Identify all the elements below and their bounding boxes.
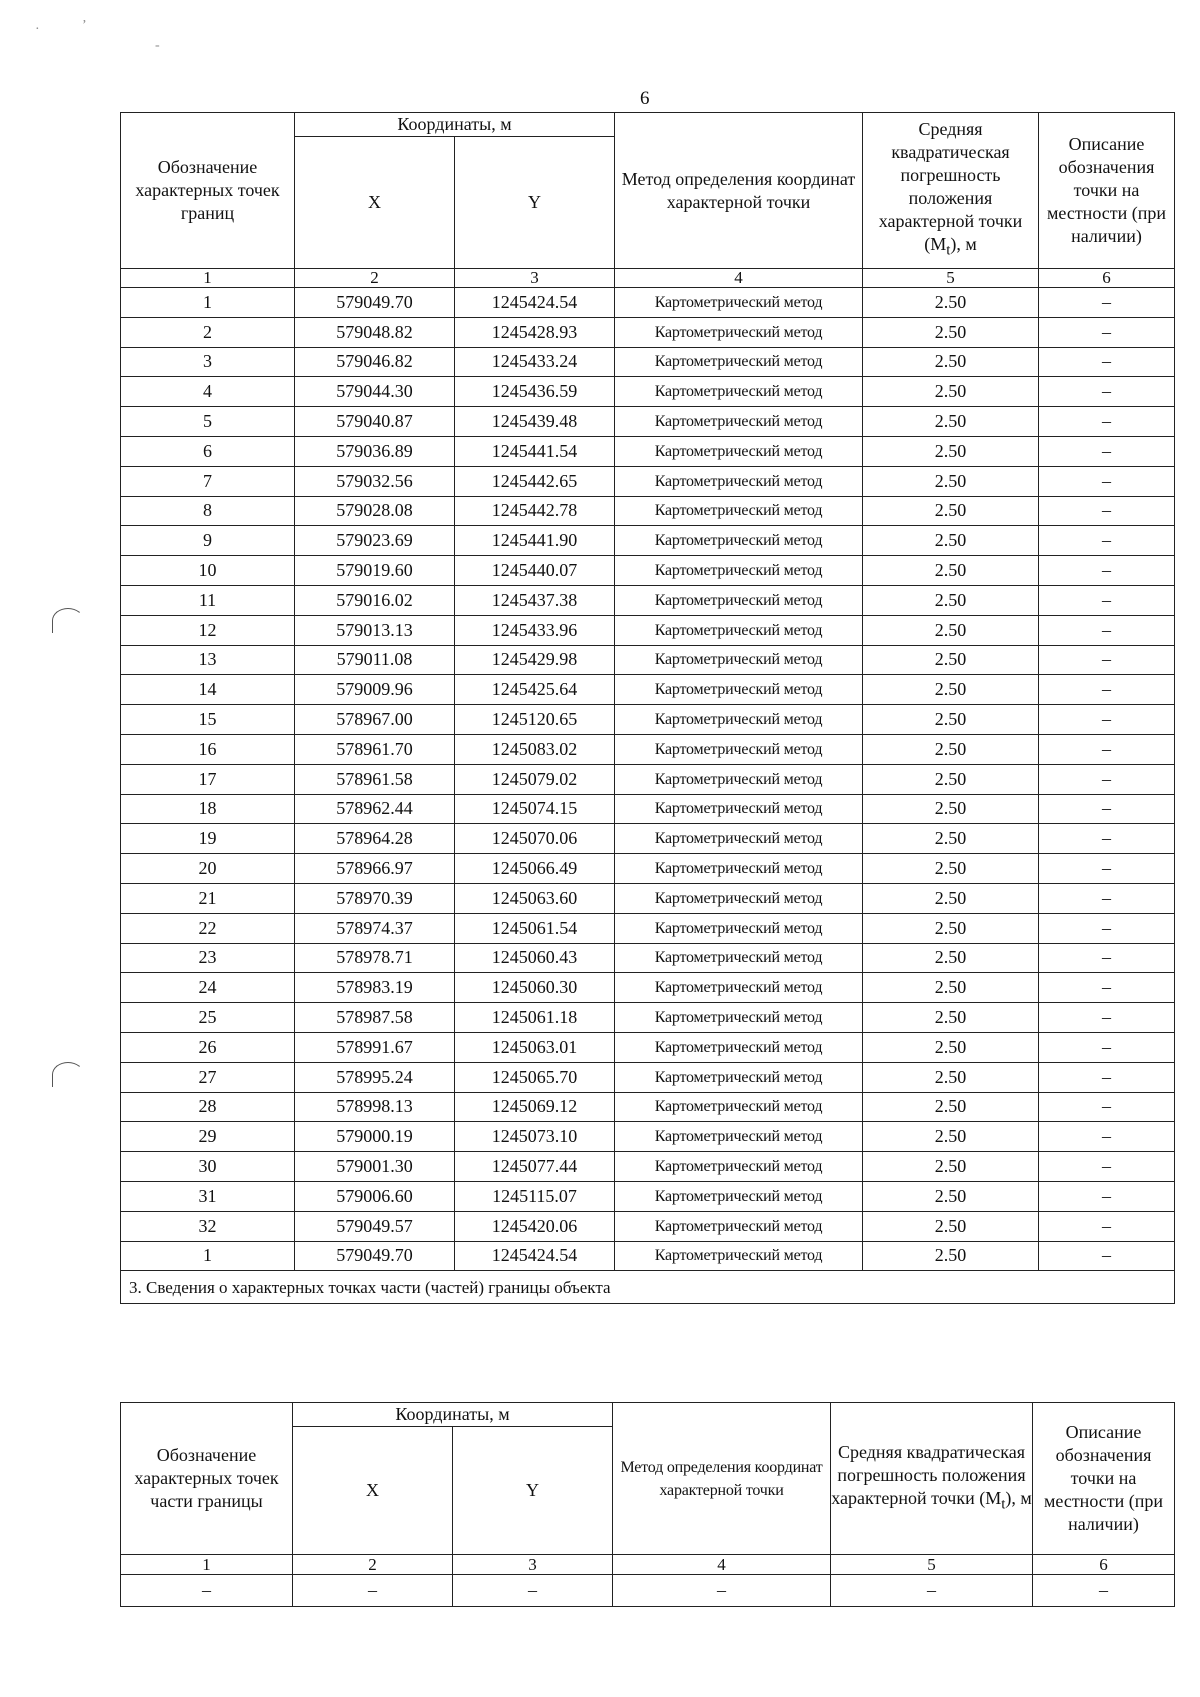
description-cell: – <box>1039 496 1175 526</box>
point-number-cell: 1 <box>121 1241 295 1271</box>
header-point: Обозначение характерных точек границ <box>121 113 295 269</box>
table-row <box>121 526 1175 556</box>
point-number-cell: 11 <box>121 585 295 615</box>
point-number-cell: 3 <box>121 347 295 377</box>
y-coordinate-cell: 1245441.90 <box>455 526 615 556</box>
table-row <box>121 1032 1175 1062</box>
table-row <box>121 943 1175 973</box>
x-coordinate-cell: 579036.89 <box>295 436 455 466</box>
y-coordinate-cell: 1245440.07 <box>455 556 615 586</box>
method-cell: Картометрический метод <box>615 347 863 377</box>
table-row <box>121 317 1175 347</box>
method-cell: Картометрический метод <box>615 1092 863 1122</box>
error-cell: 2.50 <box>863 1181 1039 1211</box>
x-coordinate-cell: 578991.67 <box>295 1032 455 1062</box>
x-coordinate-cell: 579028.08 <box>295 496 455 526</box>
x-coordinate-cell: 578966.97 <box>295 854 455 884</box>
error-cell: 2.50 <box>863 883 1039 913</box>
table-row <box>121 794 1175 824</box>
point-number-cell: 30 <box>121 1152 295 1182</box>
table-row <box>121 1122 1175 1152</box>
error-cell: 2.50 <box>863 556 1039 586</box>
point-number-cell: 7 <box>121 466 295 496</box>
point-number-cell: 12 <box>121 615 295 645</box>
point-number-cell: 31 <box>121 1181 295 1211</box>
method-cell: Картометрический метод <box>615 764 863 794</box>
table-row <box>121 496 1175 526</box>
table-row <box>121 347 1175 377</box>
y-coordinate-cell: 1245439.48 <box>455 407 615 437</box>
description-cell: – <box>1039 347 1175 377</box>
part-empty-cell: – <box>453 1575 613 1607</box>
part-header-y: Y <box>453 1427 613 1555</box>
table-row <box>121 854 1175 884</box>
point-number-cell: 8 <box>121 496 295 526</box>
description-cell: – <box>1039 824 1175 854</box>
x-coordinate-cell: 578961.70 <box>295 734 455 764</box>
table-row <box>121 764 1175 794</box>
description-cell: – <box>1039 794 1175 824</box>
table-row <box>121 1062 1175 1092</box>
description-cell: – <box>1039 913 1175 943</box>
table-row <box>121 436 1175 466</box>
method-cell: Картометрический метод <box>615 615 863 645</box>
point-number-cell: 1 <box>121 288 295 318</box>
description-cell: – <box>1039 1211 1175 1241</box>
part-header-point: Обозначение характерных точек части границы <box>121 1403 293 1555</box>
description-cell: – <box>1039 1003 1175 1033</box>
point-number-cell: 9 <box>121 526 295 556</box>
y-coordinate-cell: 1245060.43 <box>455 943 615 973</box>
method-cell: Картометрический метод <box>615 824 863 854</box>
x-coordinate-cell: 579006.60 <box>295 1181 455 1211</box>
header-description: Описание обозначения точки на местности (при наличии) <box>1039 113 1175 269</box>
y-coordinate-cell: 1245441.54 <box>455 436 615 466</box>
point-number-cell: 14 <box>121 675 295 705</box>
x-coordinate-cell: 579049.57 <box>295 1211 455 1241</box>
description-cell: – <box>1039 1032 1175 1062</box>
header-error: Средняя квадратическая погрешность положения характерной точки $(M_t)$, м <box>863 113 1039 269</box>
point-number-cell: 6 <box>121 436 295 466</box>
y-coordinate-cell: 1245060.30 <box>455 973 615 1003</box>
description-cell: – <box>1039 1092 1175 1122</box>
y-coordinate-cell: 1245428.93 <box>455 317 615 347</box>
description-cell: – <box>1039 734 1175 764</box>
description-cell: – <box>1039 1181 1175 1211</box>
method-cell: Картометрический метод <box>615 1032 863 1062</box>
point-number-cell: 28 <box>121 1092 295 1122</box>
method-cell: Картометрический метод <box>615 734 863 764</box>
error-cell: 2.50 <box>863 436 1039 466</box>
y-coordinate-cell: 1245061.54 <box>455 913 615 943</box>
method-cell: Картометрический метод <box>615 556 863 586</box>
error-cell: 2.50 <box>863 943 1039 973</box>
x-coordinate-cell: 578978.71 <box>295 943 455 973</box>
table-row <box>121 734 1175 764</box>
method-cell: Картометрический метод <box>615 496 863 526</box>
method-cell: Картометрический метод <box>615 288 863 318</box>
part-column-index-cell: 2 <box>293 1555 453 1575</box>
point-number-cell: 4 <box>121 377 295 407</box>
part-empty-cell: – <box>293 1575 453 1607</box>
method-cell: Картометрический метод <box>615 794 863 824</box>
y-coordinate-cell: 1245120.65 <box>455 705 615 735</box>
error-cell: 2.50 <box>863 615 1039 645</box>
method-cell: Картометрический метод <box>615 407 863 437</box>
description-cell: – <box>1039 615 1175 645</box>
y-coordinate-cell: 1245429.98 <box>455 645 615 675</box>
description-cell: – <box>1039 585 1175 615</box>
y-coordinate-cell: 1245433.96 <box>455 615 615 645</box>
part-empty-cell: – <box>613 1575 831 1607</box>
y-coordinate-cell: 1245070.06 <box>455 824 615 854</box>
error-cell: 2.50 <box>863 288 1039 318</box>
description-cell: – <box>1039 317 1175 347</box>
error-cell: 2.50 <box>863 913 1039 943</box>
coordinates-table <box>120 112 1175 1304</box>
column-index-cell: 4 <box>615 269 863 288</box>
part-header-error: Средняя квадратическая погрешность положения характерной точки $(M_t)$, м <box>831 1403 1033 1555</box>
description-cell: – <box>1039 764 1175 794</box>
description-cell: – <box>1039 288 1175 318</box>
section-title: 3. Сведения о характерных точках части (частей) границы объекта <box>121 1271 1175 1304</box>
part-header-coordinates: Координаты, м <box>293 1403 613 1427</box>
error-cell: 2.50 <box>863 407 1039 437</box>
y-coordinate-cell: 1245437.38 <box>455 585 615 615</box>
y-coordinate-cell: 1245063.60 <box>455 883 615 913</box>
y-coordinate-cell: 1245433.24 <box>455 347 615 377</box>
table-row <box>121 585 1175 615</box>
y-coordinate-cell: 1245061.18 <box>455 1003 615 1033</box>
error-cell: 2.50 <box>863 377 1039 407</box>
error-cell: 2.50 <box>863 824 1039 854</box>
y-coordinate-cell: 1245083.02 <box>455 734 615 764</box>
column-index-cell: 3 <box>455 269 615 288</box>
x-coordinate-cell: 579049.70 <box>295 288 455 318</box>
x-coordinate-cell: 579048.82 <box>295 317 455 347</box>
point-number-cell: 32 <box>121 1211 295 1241</box>
method-cell: Картометрический метод <box>615 1122 863 1152</box>
part-column-index-cell: 1 <box>121 1555 293 1575</box>
table-row <box>121 913 1175 943</box>
error-cell: 2.50 <box>863 317 1039 347</box>
error-cell: 2.50 <box>863 675 1039 705</box>
column-index-row <box>121 269 1175 288</box>
x-coordinate-cell: 579000.19 <box>295 1122 455 1152</box>
error-cell: 2.50 <box>863 734 1039 764</box>
method-cell: Картометрический метод <box>615 854 863 884</box>
table-row <box>121 556 1175 586</box>
error-cell: 2.50 <box>863 1003 1039 1033</box>
table-row <box>121 1241 1175 1271</box>
y-coordinate-cell: 1245065.70 <box>455 1062 615 1092</box>
x-coordinate-cell: 579016.02 <box>295 585 455 615</box>
y-coordinate-cell: 1245442.78 <box>455 496 615 526</box>
error-cell: 2.50 <box>863 1032 1039 1062</box>
scan-speck: - <box>155 38 160 53</box>
description-cell: – <box>1039 377 1175 407</box>
x-coordinate-cell: 579032.56 <box>295 466 455 496</box>
x-coordinate-cell: 579049.70 <box>295 1241 455 1271</box>
y-coordinate-cell: 1245069.12 <box>455 1092 615 1122</box>
part-header-x: X <box>293 1427 453 1555</box>
description-cell: – <box>1039 1241 1175 1271</box>
page-number: 6 <box>640 88 650 109</box>
description-cell: – <box>1039 407 1175 437</box>
x-coordinate-cell: 578998.13 <box>295 1092 455 1122</box>
point-number-cell: 20 <box>121 854 295 884</box>
table-row <box>121 288 1175 318</box>
x-coordinate-cell: 578962.44 <box>295 794 455 824</box>
y-coordinate-cell: 1245074.15 <box>455 794 615 824</box>
x-coordinate-cell: 578967.00 <box>295 705 455 735</box>
part-column-index-cell: 3 <box>453 1555 613 1575</box>
y-coordinate-cell: 1245436.59 <box>455 377 615 407</box>
description-cell: – <box>1039 466 1175 496</box>
part-column-index-cell: 4 <box>613 1555 831 1575</box>
method-cell: Картометрический метод <box>615 317 863 347</box>
point-number-cell: 25 <box>121 1003 295 1033</box>
table-row <box>121 1152 1175 1182</box>
error-cell: 2.50 <box>863 854 1039 884</box>
table-row <box>121 377 1175 407</box>
description-cell: – <box>1039 556 1175 586</box>
method-cell: Картометрический метод <box>615 1211 863 1241</box>
table-row <box>121 407 1175 437</box>
y-coordinate-cell: 1245063.01 <box>455 1032 615 1062</box>
y-coordinate-cell: 1245424.54 <box>455 288 615 318</box>
method-cell: Картометрический метод <box>615 466 863 496</box>
part-column-index-cell: 6 <box>1033 1555 1175 1575</box>
error-cell: 2.50 <box>863 973 1039 1003</box>
method-cell: Картометрический метод <box>615 883 863 913</box>
error-cell: 2.50 <box>863 496 1039 526</box>
scan-speck: · <box>35 22 40 37</box>
description-cell: – <box>1039 675 1175 705</box>
error-cell: 2.50 <box>863 466 1039 496</box>
part-empty-cell: – <box>1033 1575 1175 1607</box>
y-coordinate-cell: 1245066.49 <box>455 854 615 884</box>
part-header-description: Описание обозначения точки на местности (при наличии) <box>1033 1403 1175 1555</box>
header-coordinates: Координаты, м <box>295 113 615 137</box>
error-cell: 2.50 <box>863 794 1039 824</box>
point-number-cell: 21 <box>121 883 295 913</box>
header-method: Метод определения координат характерной точки <box>615 113 863 269</box>
point-number-cell: 16 <box>121 734 295 764</box>
method-cell: Картометрический метод <box>615 1181 863 1211</box>
table-row <box>121 1092 1175 1122</box>
y-coordinate-cell: 1245079.02 <box>455 764 615 794</box>
error-cell: 2.50 <box>863 1122 1039 1152</box>
x-coordinate-cell: 578995.24 <box>295 1062 455 1092</box>
table-row <box>121 1003 1175 1033</box>
y-coordinate-cell: 1245442.65 <box>455 466 615 496</box>
point-number-cell: 18 <box>121 794 295 824</box>
table-row <box>121 705 1175 735</box>
x-coordinate-cell: 578964.28 <box>295 824 455 854</box>
point-number-cell: 19 <box>121 824 295 854</box>
x-coordinate-cell: 579040.87 <box>295 407 455 437</box>
error-cell: 2.50 <box>863 1211 1039 1241</box>
column-index-cell: 2 <box>295 269 455 288</box>
part-empty-row <box>121 1575 1175 1607</box>
table-row <box>121 973 1175 1003</box>
x-coordinate-cell: 579009.96 <box>295 675 455 705</box>
part-column-index-cell: 5 <box>831 1555 1033 1575</box>
table-row <box>121 824 1175 854</box>
description-cell: – <box>1039 645 1175 675</box>
point-number-cell: 10 <box>121 556 295 586</box>
description-cell: – <box>1039 943 1175 973</box>
table-row <box>121 615 1175 645</box>
point-number-cell: 17 <box>121 764 295 794</box>
description-cell: – <box>1039 973 1175 1003</box>
table-row <box>121 645 1175 675</box>
method-cell: Картометрический метод <box>615 377 863 407</box>
column-index-cell: 5 <box>863 269 1039 288</box>
section-title-row <box>121 1271 1175 1304</box>
table-row <box>121 675 1175 705</box>
y-coordinate-cell: 1245115.07 <box>455 1181 615 1211</box>
table-row <box>121 1181 1175 1211</box>
part-column-index-row <box>121 1555 1175 1575</box>
header-y: Y <box>455 137 615 269</box>
punch-hole-mark <box>52 1062 84 1087</box>
error-cell: 2.50 <box>863 1241 1039 1271</box>
method-cell: Картометрический метод <box>615 1003 863 1033</box>
part-points-table <box>120 1402 1175 1607</box>
y-coordinate-cell: 1245073.10 <box>455 1122 615 1152</box>
scan-speck: ’ <box>82 18 87 33</box>
description-cell: – <box>1039 854 1175 884</box>
column-index-cell: 6 <box>1039 269 1175 288</box>
description-cell: – <box>1039 1152 1175 1182</box>
point-number-cell: 29 <box>121 1122 295 1152</box>
error-cell: 2.50 <box>863 1152 1039 1182</box>
method-cell: Картометрический метод <box>615 1062 863 1092</box>
error-cell: 2.50 <box>863 764 1039 794</box>
point-number-cell: 13 <box>121 645 295 675</box>
error-cell: 2.50 <box>863 1092 1039 1122</box>
method-cell: Картометрический метод <box>615 705 863 735</box>
y-coordinate-cell: 1245420.06 <box>455 1211 615 1241</box>
point-number-cell: 15 <box>121 705 295 735</box>
table-row <box>121 883 1175 913</box>
description-cell: – <box>1039 1122 1175 1152</box>
column-index-cell: 1 <box>121 269 295 288</box>
method-cell: Картометрический метод <box>615 645 863 675</box>
point-number-cell: 24 <box>121 973 295 1003</box>
x-coordinate-cell: 579001.30 <box>295 1152 455 1182</box>
method-cell: Картометрический метод <box>615 943 863 973</box>
description-cell: – <box>1039 1062 1175 1092</box>
method-cell: Картометрический метод <box>615 1152 863 1182</box>
error-cell: 2.50 <box>863 526 1039 556</box>
method-cell: Картометрический метод <box>615 1241 863 1271</box>
table-row <box>121 1211 1175 1241</box>
x-coordinate-cell: 579013.13 <box>295 615 455 645</box>
point-number-cell: 2 <box>121 317 295 347</box>
x-coordinate-cell: 579044.30 <box>295 377 455 407</box>
part-empty-cell: – <box>121 1575 293 1607</box>
method-cell: Картометрический метод <box>615 436 863 466</box>
method-cell: Картометрический метод <box>615 585 863 615</box>
error-cell: 2.50 <box>863 585 1039 615</box>
method-cell: Картометрический метод <box>615 526 863 556</box>
point-number-cell: 23 <box>121 943 295 973</box>
method-cell: Картометрический метод <box>615 913 863 943</box>
x-coordinate-cell: 579046.82 <box>295 347 455 377</box>
description-cell: – <box>1039 526 1175 556</box>
description-cell: – <box>1039 436 1175 466</box>
error-cell: 2.50 <box>863 1062 1039 1092</box>
x-coordinate-cell: 578983.19 <box>295 973 455 1003</box>
point-number-cell: 27 <box>121 1062 295 1092</box>
x-coordinate-cell: 579011.08 <box>295 645 455 675</box>
error-cell: 2.50 <box>863 705 1039 735</box>
header-x: X <box>295 137 455 269</box>
point-number-cell: 5 <box>121 407 295 437</box>
part-empty-cell: – <box>831 1575 1033 1607</box>
y-coordinate-cell: 1245424.54 <box>455 1241 615 1271</box>
x-coordinate-cell: 578961.58 <box>295 764 455 794</box>
part-header-method: Метод определения координат характерной точки <box>613 1403 831 1555</box>
description-cell: – <box>1039 883 1175 913</box>
table-row <box>121 466 1175 496</box>
point-number-cell: 26 <box>121 1032 295 1062</box>
x-coordinate-cell: 579019.60 <box>295 556 455 586</box>
x-coordinate-cell: 578974.37 <box>295 913 455 943</box>
x-coordinate-cell: 579023.69 <box>295 526 455 556</box>
x-coordinate-cell: 578987.58 <box>295 1003 455 1033</box>
y-coordinate-cell: 1245077.44 <box>455 1152 615 1182</box>
punch-hole-mark <box>52 608 84 633</box>
error-cell: 2.50 <box>863 347 1039 377</box>
y-coordinate-cell: 1245425.64 <box>455 675 615 705</box>
method-cell: Картометрический метод <box>615 973 863 1003</box>
x-coordinate-cell: 578970.39 <box>295 883 455 913</box>
description-cell: – <box>1039 705 1175 735</box>
error-cell: 2.50 <box>863 645 1039 675</box>
method-cell: Картометрический метод <box>615 675 863 705</box>
point-number-cell: 22 <box>121 913 295 943</box>
